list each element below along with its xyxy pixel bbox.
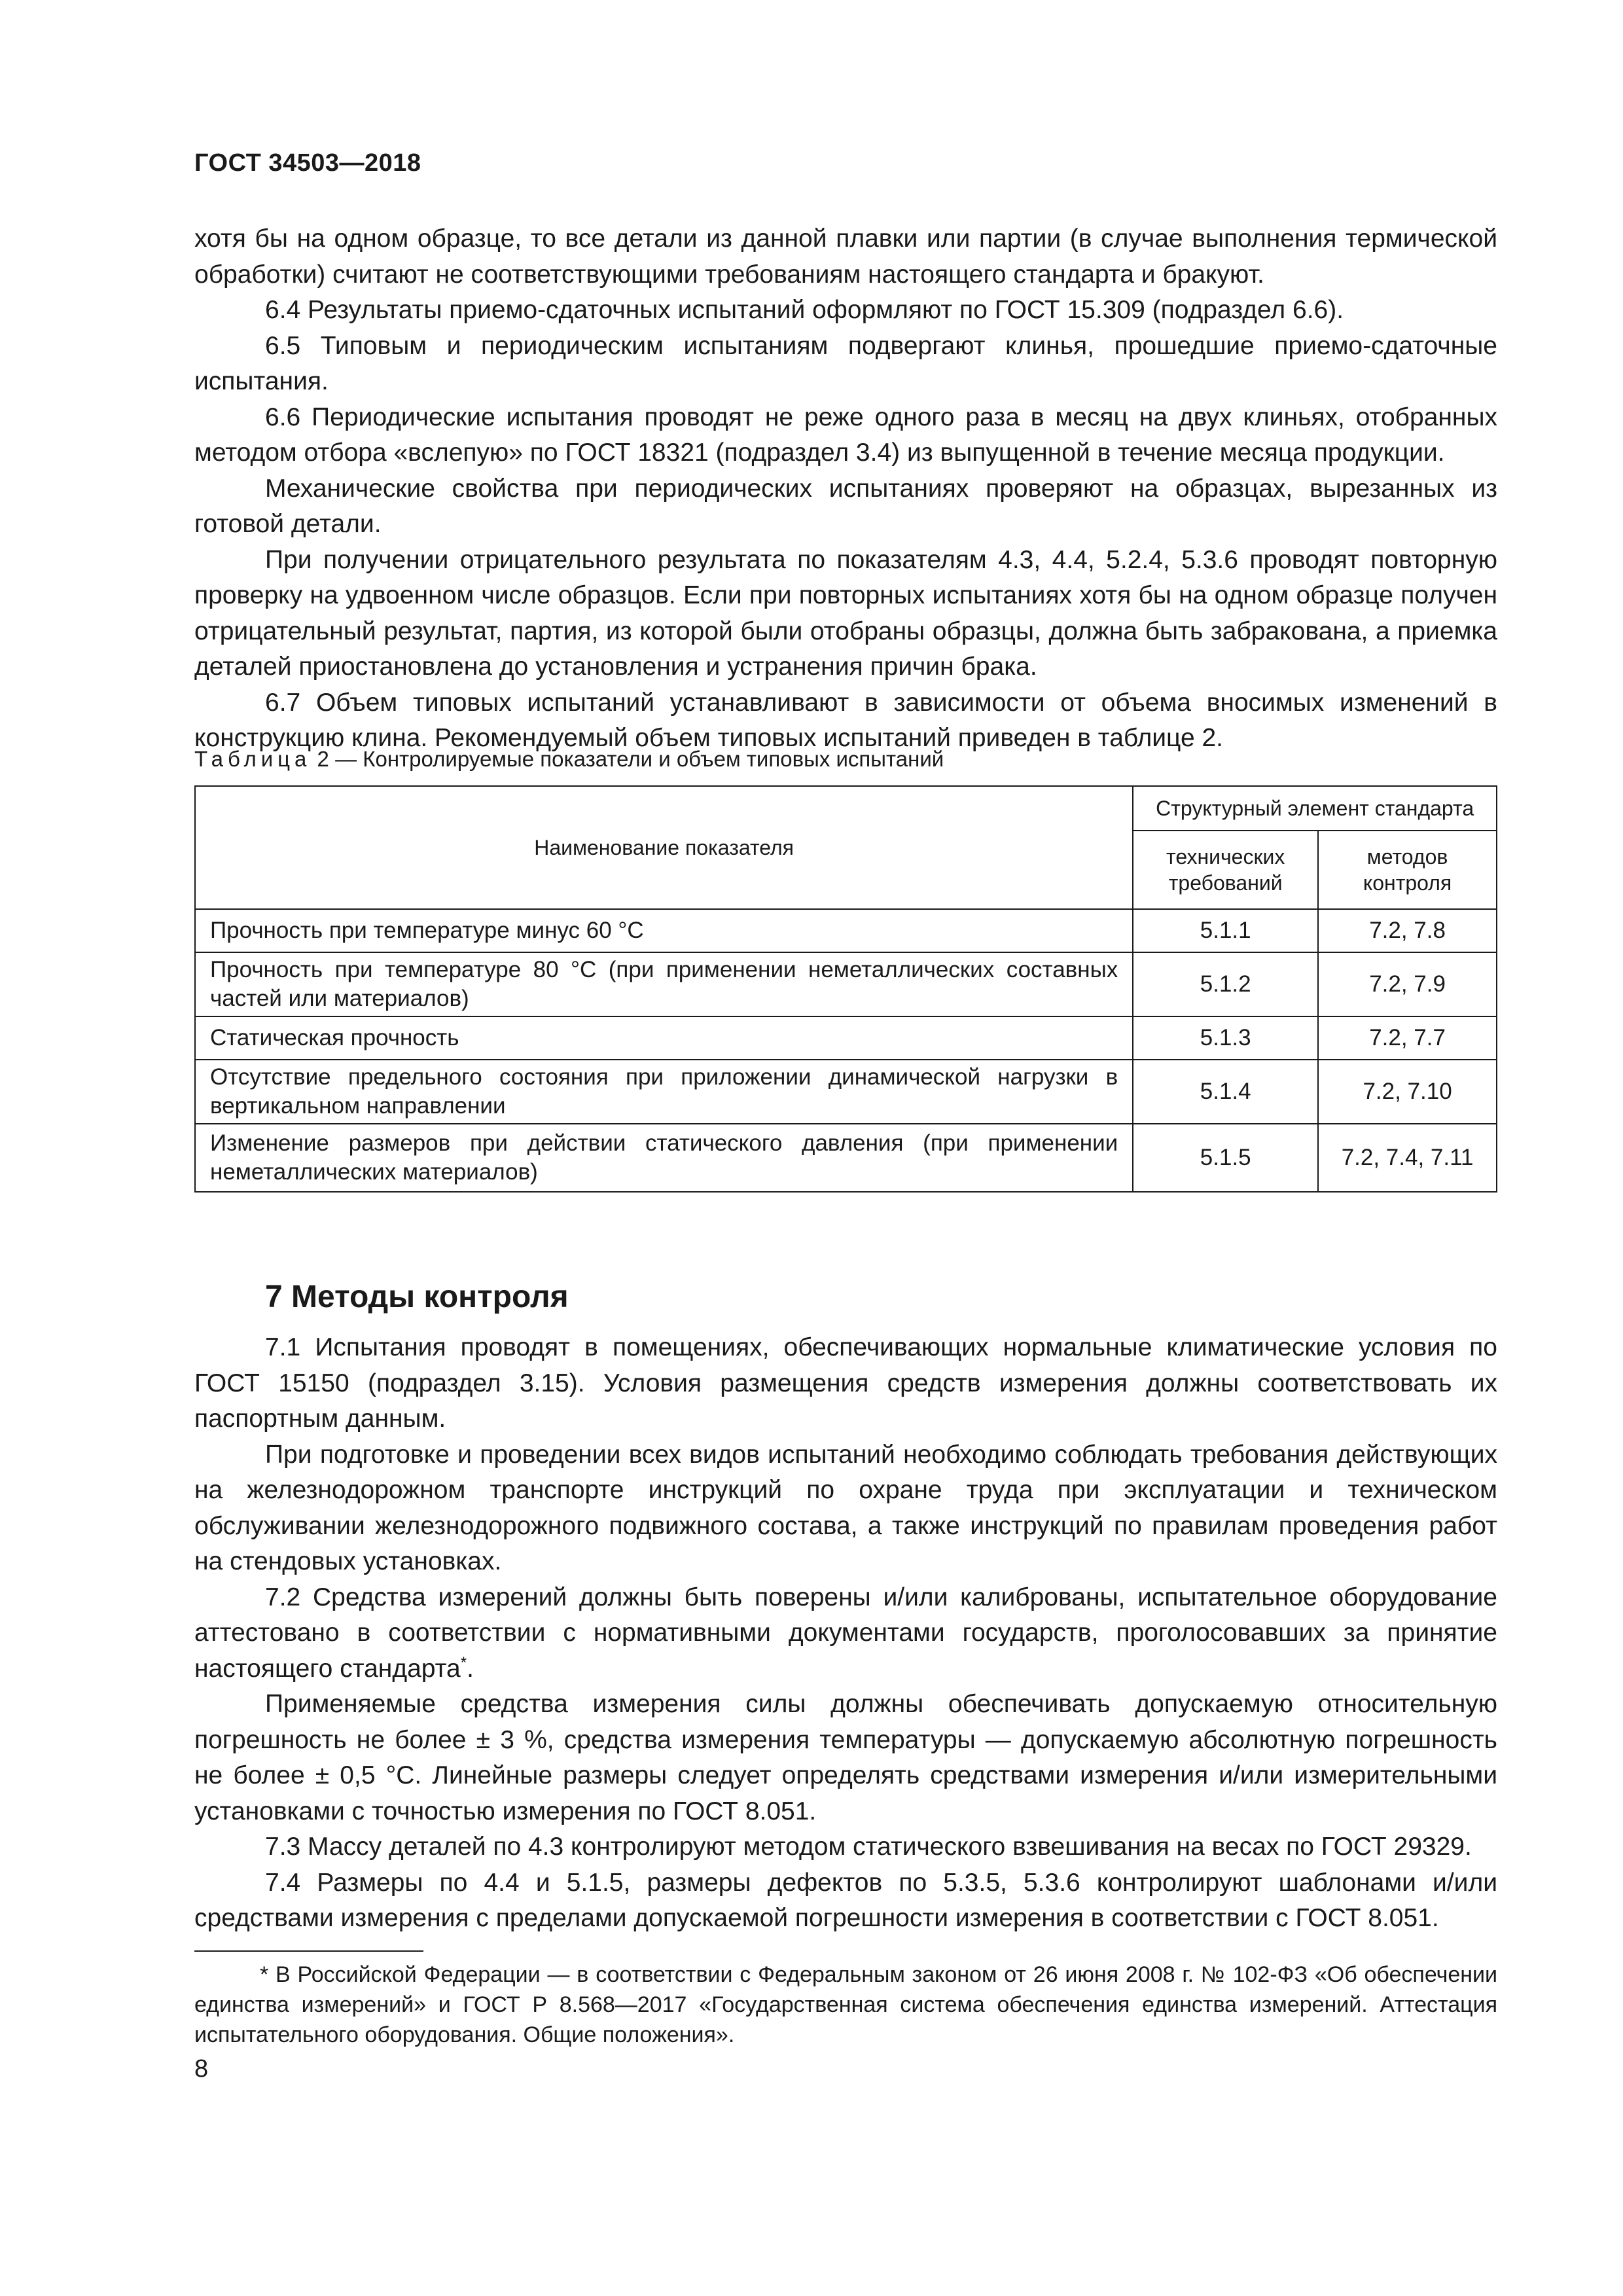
paragraph: 7.1 Испытания проводят в помещениях, обеспечивающих нормальные климатические условия по ГОСТ 15150 (подраздел 3.15). Условия размещения средств измерения должны соответствовать их паспортным данным. [194, 1333, 1497, 1433]
row-name: Отсутствие предельного состояния при приложении динамической нагрузки в вертикальном направлении [195, 1060, 1133, 1124]
row-name: Изменение размеров при действии статического давления (при применении неметаллических материалов) [195, 1124, 1133, 1192]
table-caption-label: Таблица [194, 747, 312, 771]
row-methods: 7.2, 7.4, 7.11 [1318, 1124, 1497, 1192]
footnote-divider [194, 1950, 423, 1952]
row-tech: 5.1.3 [1133, 1016, 1318, 1060]
paragraph-text: 7.2 Средства измерений должны быть поверены и/или калиброваны, испытательное оборудование аттестовано в соответствии с нормативными документами государств, проголосовавших за принятие настоящего стандарта [194, 1583, 1497, 1683]
row-methods: 7.2, 7.10 [1318, 1060, 1497, 1124]
section-7 [194, 1278, 1497, 1937]
paragraph: Применяемые средства измерения силы должны обеспечивать допускаемую относительную погрешность не более ± 3 %, средства измерения температуры — допускаемую абсолютную погрешность не более ± 0,5 °С. Линейные размеры следует определять средствами измерения и/или измерительными установками с точностью измерения по ГОСТ 8.051. [194, 1690, 1497, 1825]
row-tech: 5.1.1 [1133, 909, 1318, 952]
paragraph: Механические свойства при периодических испытаниях проверяют на образцах, вырезанных из готовой детали. [194, 474, 1497, 538]
row-methods: 7.2, 7.9 [1318, 952, 1497, 1016]
indicators-table [194, 785, 1497, 1193]
table-caption-text: 2 — Контролируемые показатели и объем типовых испытаний [311, 747, 944, 771]
table-row [195, 952, 1497, 1016]
table-caption [194, 746, 1497, 772]
table-header-group: Структурный элемент стандарта [1133, 786, 1497, 831]
paragraph: хотя бы на одном образце, то все детали из данной плавки или партии (в случае выполнения термической обработки) считают не соответствующими требованиям настоящего стандарта и бракуют. [194, 224, 1497, 289]
table-row [195, 1060, 1497, 1124]
footnote-block [194, 1960, 1497, 2050]
paragraph: 6.5 Типовым и периодическим испытаниям подвергают клинья, прошедшие приемо-сдаточные испытания. [194, 331, 1497, 395]
row-methods: 7.2, 7.8 [1318, 909, 1497, 952]
footnote-mark: * [460, 1653, 467, 1672]
table-row [195, 1016, 1497, 1060]
row-methods: 7.2, 7.7 [1318, 1016, 1497, 1060]
row-tech: 5.1.5 [1133, 1124, 1318, 1192]
row-name: Прочность при температуре минус 60 °С [195, 909, 1133, 952]
document-header-id: ГОСТ 34503—2018 [194, 149, 421, 177]
table-row [195, 909, 1497, 952]
paragraph: При получении отрицательного результата по показателям 4.3, 4.4, 5.2.4, 5.3.6 проводят повторную проверку на удвоенном числе образцов. Если при повторных испытаниях хотя бы на одном образце получен отрицательный результат, партия, из которой были отобраны образцы, должна быть забракована, а приемка деталей приостановлена до установления и устранения причин брака. [194, 545, 1497, 681]
table-header-name: Наименование показателя [195, 786, 1133, 909]
paragraph: 6.6 Периодические испытания проводят не реже одного раза в месяц на двух клиньях, отобранных методом отбора «вслепую» по ГОСТ 18321 (подраздел 3.4) из выпущенной в течение месяца продукции. [194, 403, 1497, 467]
table-header-methods: методов контроля [1318, 831, 1497, 909]
paragraph: 7.4 Размеры по 4.4 и 5.1.5, размеры дефектов по 5.3.5, 5.3.6 контролируют шаблонами и/или средствами измерения с пределами допускаемой погрешности измерения в соответствии с ГОСТ 8.051. [194, 1868, 1497, 1932]
paragraph: При подготовке и проведении всех видов испытаний необходимо соблюдать требования действующих на железнодорожном транспорте инструкций по охране труда при эксплуатации и техническом обслуживании железнодорожного подвижного состава, а также инструкций по правилам проведения работ на стендовых установках. [194, 1440, 1497, 1575]
section-title: 7 Методы контроля [265, 1280, 569, 1314]
row-name: Статическая прочность [195, 1016, 1133, 1060]
page-number: 8 [194, 2055, 209, 2083]
paragraph: 6.4 Результаты приемо-сдаточных испытаний оформляют по ГОСТ 15.309 (подраздел 6.6). [265, 296, 1344, 324]
table-row [195, 1124, 1497, 1192]
footnote: * В Российской Федерации — в соответствии с Федеральным законом от 26 июня 2008 г. № 102-ФЗ «Об обеспечении единства измерений» и ГОСТ Р 8.568—2017 «Государственная система обеспечения единства измерений. Аттестация испытательного оборудования. Общие положения». [194, 1962, 1497, 2047]
row-name: Прочность при температуре 80 °С (при применении неметаллических составных частей или материалов) [195, 952, 1133, 1016]
body-text-top [194, 221, 1497, 757]
paragraph: 6.7 Объем типовых испытаний устанавливают в зависимости от объема вносимых изменений в конструкцию клина. Рекомендуемый объем типовых испытаний приведен в таблице 2. [194, 688, 1497, 752]
row-tech: 5.1.4 [1133, 1060, 1318, 1124]
paragraph [194, 1580, 1497, 1687]
table-header-tech: технических требований [1133, 831, 1318, 909]
row-tech: 5.1.2 [1133, 952, 1318, 1016]
paragraph: 7.3 Массу деталей по 4.3 контролируют методом статического взвешивания на весах по ГОСТ 29329. [265, 1833, 1472, 1861]
paragraph-end: . [467, 1654, 474, 1683]
